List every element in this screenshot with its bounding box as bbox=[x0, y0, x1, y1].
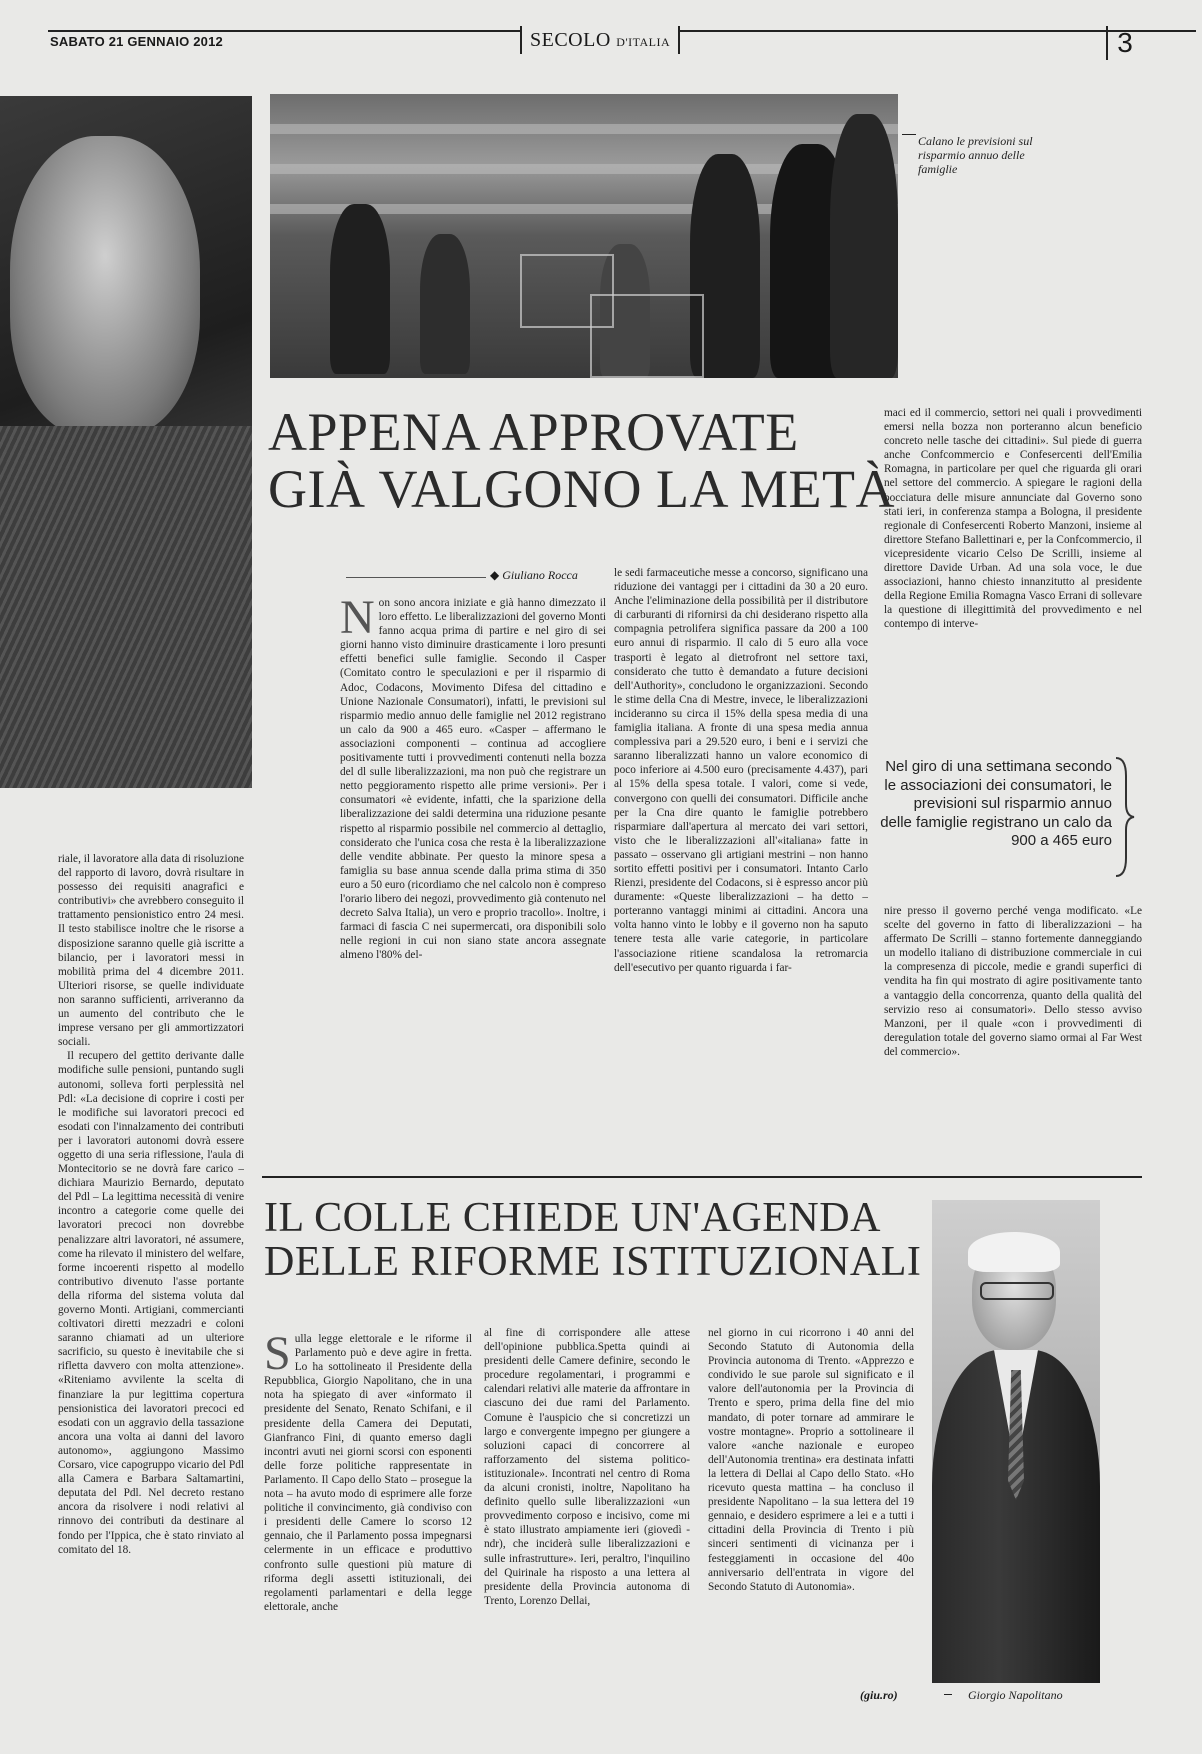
headline-2 bbox=[264, 1196, 921, 1284]
byline-author: Giuliano Rocca bbox=[502, 568, 578, 582]
photo-supermarket bbox=[270, 94, 898, 378]
article-2-text: nel giorno in cui ricorrono i 40 anni del Secondo Statuto di Autonomia della Provincia autonoma di Trento. «Apprezzo e condivido le sue parole sul significato e il valore dell'autonomia per la Provincia di Trento e spero, prima della fine del mio mandato, di poter tornare ad ammirare le vostre montagne». Proprio a sottolineare il valore «anche nazionale e europeo dell'Autonomia trentina» era destinata infatti la lettera di Dellai al Capo dello Stato. «Ho ricevuto questa mattina – ha concluso il presidente Napolitano – la sua lettera del 19 gennaio, e desidero esprimere a lei e a tutti i cittadini della Provincia di Trento i più sinceri sentimenti di vicinanza per i festeggiamenti in occasione del 40o anniversario dell'entrata in vigore del Secondo Statuto di Autonomia». bbox=[708, 1327, 914, 1593]
article-1-text: maci ed il commercio, settori nei quali i provvedimenti emersi nella bozza non porteranno alcun beneficio concreto nelle tasche dei cittadini». Sul piede di guerra anche Confcommercio e Confesercenti dell'Emilia Romagna, in particolare per quel che riguarda gli orari nel settore del commercio. A spiegare le ragioni della bocciatura delle misure annunciate dal Governo sono stati ieri, in conferenza stampa a Bologna, il presidente regionale di Confesercenti Roberto Manzoni, insieme al direttore Stefano Ballettinari e, per la Confcommercio, il vicepresidente vicario Celso De Scrilli, insieme al direttore Davide Urban. Ad una sola voce, le due associazioni, hanno chiesto innanzitutto al presidente della Regione Emilia Romagna Vasco Errani di sollevare la questione di illegittimità del provvedimento e nel contempo di interve- bbox=[884, 407, 1142, 631]
side-article-column bbox=[58, 852, 244, 1702]
article-2-column-2 bbox=[484, 1326, 690, 1702]
article-2-column-3 bbox=[708, 1326, 914, 1686]
byline: ◆ Giuliano Rocca bbox=[490, 568, 578, 582]
article-2-signature: (giu.ro) bbox=[860, 1688, 898, 1702]
article-1-text: le sedi farmaceutiche messe a concorso, significano una riduzione dei vantaggi per i cittadini da 30 a 20 euro. Anche l'eliminazione della possibilità per il distributore di carburanti di rifornirsi da chi desiderano rispetto alla compagnia petrolifera significa passare da 200 a 100 euro annui di risparmio. Il calo di 5 euro alla voce trasporti è legato al dietrofront nel settore taxi, considerato che tutto è demandato a future decisioni dell'Authority», concludono le organizzazioni. Secondo le stime della Cna di Mestre, invece, le liberalizzazioni incideranno su circa il 15% della spesa media di una famiglia italiana. A fronte di una spesa media annua complessiva pari a 29.520 euro, i beni e i servizi che saranno liberalizzati hanno un valore economico di poco inferiore ai 4.500 euro (precisamente 4.437), pari al 15% della spesa totale. I valori, come si vede, convergono con quelli dei consumatori. Difficile anche per la Cna dire quanto le famiglie potrebbero risparmiare dall'apertura al mercato dei vari settori, visto che le liberalizzazioni all'«italiana» fatte in passato – osservano gli artigiani mestrini – non hanno sortito effetti positivi per i consumatori. Intanto Carlo Rienzi, presidente del Codacons, si è espresso ancor più duramente: «Queste liberalizzazioni – ha detto – porteranno vantaggi minimi ai cittadini. Ancora una volta hanno vinto le lobby e il governo non ha saputo tenere testa alle varie categorie, in particolare l'associazione ritiene scandalosa la retromarcia dell'esecutivo per quanto riguarda i far- bbox=[614, 567, 868, 974]
photo-caption-napolitano: Giorgio Napolitano bbox=[968, 1688, 1063, 1702]
headline-1-line2: GIÀ VALGONO LA METÀ bbox=[268, 458, 895, 519]
photo-caption-supermarket: Calano le previsioni sul risparmio annuo delle famiglie bbox=[918, 134, 1033, 176]
article-1-column-3-top bbox=[884, 406, 1142, 718]
byline-rule bbox=[346, 577, 486, 578]
article-2-text: ulla legge elettorale e le riforme il Parlamento può e deve agire in fretta. Lo ha sottolineato il Presidente della Repubblica, Giorgio Napolitano, che in una nota ha spiegato di aver «informato il presidente del Senato, Renato Schifani, e il presidente della Camera dei Deputati, Gianfranco Fini, di quanto emerso dagli incontri avuti nei giorni scorsi con esponenti delle forze politiche rappresentate in Parlamento. Il Capo dello Stato – prosegue la nota – ha avuto modo di esprimere alle forze politiche il convincimento, già condiviso con i presidenti delle Camere lo scorso 12 gennaio, che il Parlamento possa impegnarsi celermente in un efficace e produttivo confronto sulle questioni più mature di riforma degli assetti istituzionali, dei regolamenti parlamentari e della legge elettorale, anche bbox=[264, 1333, 472, 1613]
dropcap: N bbox=[340, 596, 375, 644]
photo-man-back bbox=[0, 96, 252, 788]
section-divider bbox=[262, 1176, 1142, 1178]
headline-1 bbox=[268, 404, 895, 517]
page-number: 3 bbox=[1106, 26, 1142, 60]
masthead-title: SECOLO bbox=[530, 29, 611, 51]
photo-napolitano bbox=[932, 1200, 1100, 1683]
pullquote: Nel giro di una settimana secondo le associazioni dei consumatori, le previsioni sul risparmio annuo delle famiglie registrano un calo da 900 a 465 euro bbox=[880, 758, 1112, 849]
article-2-column-1 bbox=[264, 1332, 472, 1702]
issue-date: SABATO 21 GENNAIO 2012 bbox=[50, 34, 223, 49]
headline-2-line1: IL COLLE CHIEDE UN'AGENDA bbox=[264, 1195, 881, 1241]
pullquote-brace bbox=[1114, 756, 1136, 878]
side-article-paragraph: Il recupero del gettito derivante dalle modifiche sulle pensioni, puntando sugli autonomi, solleva forti perplessità nel Pdl: «La decisione di coprire i costi per le modifiche sui lavoratori precoci ed esodati con l'innalzamento dei contributi per i lavoratori autonomi dovrà essere oggetto di una seria riflessione, l'aula di Montecitorio se ne dovrà fare carico – dichiara Maurizio Bernardo, deputato del Pdl – La legittima necessità di venire incontro a categorie come quelle dei lavoratori precoci non dovrebbe penalizzare altri lavoratori, né assumere, come ha rilevato il ministero del welfare, forme incoerenti rispetto al modello contributivo divenuto l'asse portante della riforma del sistema voluta dal governo Monti. Artigiani, commercianti coltivatori diretti mezzadri e coloni saranno chiamati ad un ulteriore sacrificio, su questo è inevitabile che si rifletta davvero con molta attenzione». «Riteniamo avvilente la scelta di finanziare la pur legittima copertura pensionistica dei lavoratori precoci ed esodati con un aggravio della tassazione ancora una volta ai danni del lavoro autonomo», aggiungono Massimo Corsaro, vice capogruppo vicario del Pdl alla Camera e Barbara Saltamartini, deputata del Pdl. Nel decreto restano ancora da risolvere i nodi relativi al rinnovo dei contributi da destinare al fondo per l'Ippica, che è stato rinviato al comitato del 18. bbox=[58, 1050, 244, 1556]
dropcap: S bbox=[264, 1332, 291, 1380]
headline-2-line2: DELLE RIFORME ISTITUZIONALI bbox=[264, 1239, 922, 1286]
article-1-text: nire presso il governo perché venga modificato. «Le scelte del governo in fatto di liberalizzazioni – ha affermato De Scrilli – stanno fortemente danneggiando un modello italiano di distribuzione commerciale in cui la compresenza di piccole, medie e grandi superfici di vendita ha fin qui mostrato di agire positivamente tanto a vantaggio della concorrenza, quanto della qualità del servizio reso ai consumatori». Dello stesso avviso Manzoni, per il quale «con i provvedimenti di deregulation totale del governo siamo ormai al Far West del commercio». bbox=[884, 905, 1142, 1058]
masthead-subtitle: D'ITALIA bbox=[616, 35, 671, 49]
side-article-paragraph: riale, il lavoratore alla data di risoluzione del rapporto di lavoro, dovrà risultare in possesso dei requisiti anagrafici e contributivi» che avrebbero conseguito il trattamento pensionistico entro 24 mesi. Il testo stabilisce inoltre che le risorse a disposizione saranno quelle già iscritte a bilancio, per i lavoratori messi in mobilità prima del 4 dicembre 2011. Ulteriori risorse, se quelle individuate non saranno sufficienti, arriveranno da un aumento del contributo che le imprese versano per gli ammortizzatori sociali. bbox=[58, 853, 244, 1049]
article-1-column-3-bottom bbox=[884, 904, 1142, 1144]
article-1-text: on sono ancora iniziate e già hanno dimezzato il loro effetto. Le liberalizzazioni del governo Monti fanno acqua prima di partire e nel giro di sei giorni hanno visto diminuire drasticamente i loro presunti effetti benefici sulle famiglie. Secondo il Casper (Comitato contro le speculazioni e per il risparmio di Adoc, Codacons, Movimento Difesa del cittadino e Unione Nazionale Consumatori), infatti, le previsioni sul risparmio medio annuo delle famiglie nel 2012 registrano un calo da 900 a 465 euro. «Casper – affermano le associazioni componenti – continua ad accogliere positivamente tutti i provvedimenti contenuti nella bozza del dl sulle liberalizzazioni, ma non può che registrare un netto peggioramento rispetto alle prime versioni». Per i consumatori «è evidente, infatti, che la sparizione della liberalizzazione dei saldi determina una riduzione pesante rispetto al risparmio possibile nel commercio al dettaglio, considerato che l'unica cosa che resta è la liberalizzazione delle vendite abbinate. Per questo la minore spesa a famiglia su base annua scende dalla prima stima di 350 euro a 50 euro (ricordiamo che nel calcolo non è compreso l'orario libero dei negozi, provvedimento già contenuto nel decreto Salva Italia), un vero e proprio tracollo». Inoltre, i farmaci di fascia C nei supermercati, ora disponibili solo nelle regioni in cui non siano state ancora assegnate almeno l'80% del- bbox=[340, 597, 606, 962]
article-2-text: al fine di corrispondere alle attese dell'opinione pubblica.Spetta quindi ai presidenti delle Camere definire, secondo le procedure regolamentari, i programmi e calendari relativi alle materie da affrontare in ciascuno dei due rami del Parlamento. Comune è l'auspicio che si concretizzi un largo e convergente impegno per giungere a soluzioni capaci di concorrere al rafforzamento del sistema politico-istituzionale». Incontrati nel centro di Roma da alcuni cronisti, inoltre, Napolitano ha definito quello sulle liberalizzazioni «un provvedimento corposo e incisivo, come mi è stato illustrato ampiamente ieri (giovedì - ndr), che inciderà sulle liberalizzazioni e sulle infrastrutture». Ieri, peraltro, l'inquilino del Quirinale ha risposto a una lettera al presidente della Provincia autonoma di Trento, Lorenzo Dellai, bbox=[484, 1327, 690, 1607]
masthead bbox=[520, 26, 680, 54]
caption-rule bbox=[902, 134, 916, 135]
caption-rule bbox=[944, 1694, 952, 1695]
headline-1-line1: APPENA APPROVATE bbox=[268, 402, 799, 462]
